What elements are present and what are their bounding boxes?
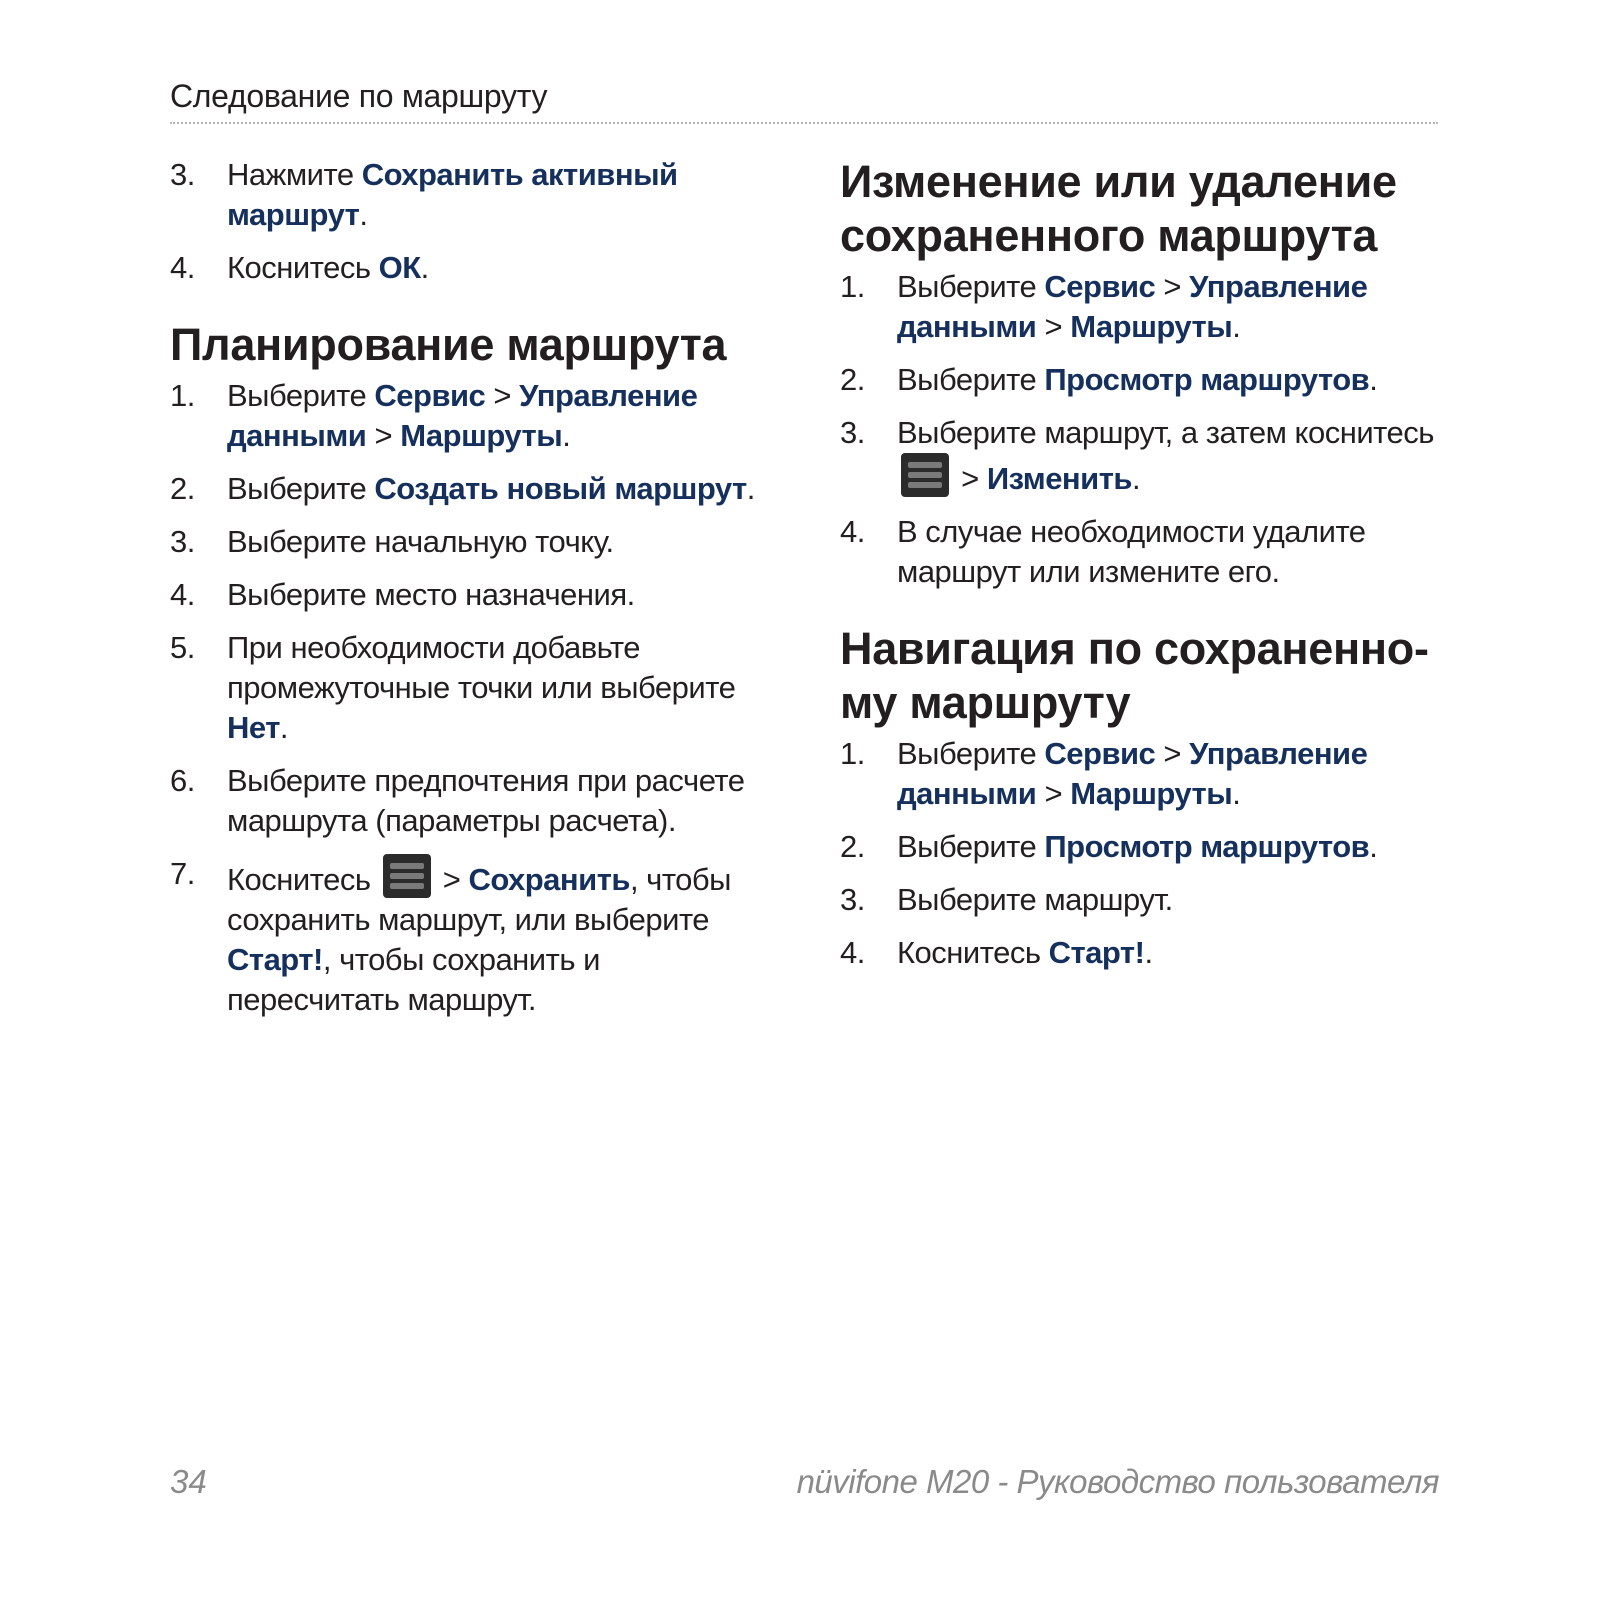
step-number: 1. bbox=[840, 269, 865, 304]
step-text: Выберите bbox=[897, 736, 1045, 771]
step-text: . bbox=[1131, 461, 1141, 496]
step-separator: > bbox=[1036, 776, 1071, 811]
step-text: Коснитесь bbox=[227, 862, 379, 897]
step-number: 6. bbox=[170, 763, 195, 798]
running-header: Следование по маршруту bbox=[170, 78, 548, 114]
step-keyword: Изменить bbox=[986, 461, 1132, 496]
step-number: 1. bbox=[170, 378, 195, 413]
page-number: 34 bbox=[170, 1463, 207, 1500]
list-item bbox=[170, 761, 770, 841]
step-text: Выберите место назначения. bbox=[227, 577, 635, 612]
header-dotted-rule bbox=[170, 122, 1438, 124]
step-text: Выберите bbox=[897, 269, 1045, 304]
step-keyword: Просмотр маршрутов bbox=[1044, 829, 1370, 864]
list-item bbox=[840, 734, 1450, 814]
step-text: Выберите маршрут. bbox=[897, 882, 1173, 917]
step-keyword: Маршруты bbox=[1070, 309, 1233, 344]
right-column bbox=[840, 155, 1450, 986]
list-item bbox=[840, 413, 1450, 499]
list-item bbox=[840, 880, 1450, 920]
step-number: 5. bbox=[170, 630, 195, 665]
step-keyword: Сохранить активный маршрут bbox=[227, 157, 678, 232]
step-keyword: Управление данными bbox=[897, 269, 1368, 344]
list-item bbox=[840, 827, 1450, 867]
step-text: Выберите bbox=[227, 471, 375, 506]
step-keyword: Старт! bbox=[227, 942, 323, 977]
step-number: 2. bbox=[840, 362, 865, 397]
step-separator: > bbox=[485, 378, 520, 413]
step-separator: > bbox=[953, 461, 987, 496]
step-number: 2. bbox=[840, 829, 865, 864]
step-text: Нажмите bbox=[227, 157, 362, 192]
step-separator: > bbox=[434, 862, 469, 897]
step-text: Выберите предпочтения при расчете маршрута (параметры расчета). bbox=[227, 763, 745, 838]
step-keyword: ОК bbox=[378, 250, 421, 285]
step-keyword: Сервис bbox=[1044, 269, 1156, 304]
step-keyword: Старт! bbox=[1048, 935, 1145, 970]
step-keyword: Нет bbox=[227, 710, 280, 745]
step-text: При необходимости добавьте промежуточные точки или выберите bbox=[227, 630, 736, 705]
step-number: 1. bbox=[840, 736, 865, 771]
step-number: 3. bbox=[170, 524, 195, 559]
list-item bbox=[840, 360, 1450, 400]
step-separator: > bbox=[1155, 269, 1190, 304]
planning-steps-list bbox=[170, 376, 770, 1020]
step-keyword: Маршруты bbox=[1070, 776, 1233, 811]
list-item bbox=[170, 376, 770, 456]
step-keyword: Просмотр маршрутов bbox=[1044, 362, 1370, 397]
step-text: . bbox=[1232, 309, 1241, 344]
left-column bbox=[170, 155, 770, 1033]
step-number: 2. bbox=[170, 471, 195, 506]
step-text: В случае необходимости удалите маршрут или измените его. bbox=[897, 514, 1366, 589]
step-number: 4. bbox=[840, 514, 865, 549]
step-text: Выберите маршрут, а затем коснитесь bbox=[897, 415, 1434, 450]
step-separator: > bbox=[1155, 736, 1190, 771]
step-text: Выберите bbox=[897, 362, 1045, 397]
section-title-navigate: Навигация по сохраненно-му маршруту bbox=[840, 623, 1429, 728]
step-text: . bbox=[1144, 935, 1153, 970]
list-item bbox=[170, 854, 770, 1020]
step-number: 4. bbox=[170, 577, 195, 612]
step-text: . bbox=[562, 418, 571, 453]
step-separator: > bbox=[1036, 309, 1071, 344]
list-item bbox=[170, 248, 770, 288]
list-item bbox=[840, 933, 1450, 973]
step-keyword: Сервис bbox=[374, 378, 486, 413]
step-text: Коснитесь bbox=[897, 935, 1049, 970]
step-text: Выберите bbox=[227, 378, 375, 413]
continued-steps-list bbox=[170, 155, 770, 288]
step-number: 3. bbox=[170, 157, 195, 192]
footer-doc-title: nüvifone M20 - Руководство пользователя bbox=[796, 1463, 1439, 1500]
step-text: Коснитесь bbox=[227, 250, 379, 285]
menu-icon bbox=[901, 453, 949, 497]
step-number: 7. bbox=[170, 856, 195, 891]
list-item bbox=[170, 628, 770, 748]
step-keyword: Создать новый маршрут bbox=[374, 471, 747, 506]
step-number: 4. bbox=[840, 935, 865, 970]
list-item bbox=[170, 155, 770, 235]
step-number: 3. bbox=[840, 415, 865, 450]
list-item bbox=[170, 575, 770, 615]
step-text: . bbox=[1369, 829, 1378, 864]
step-text: . bbox=[1232, 776, 1241, 811]
section-title-planning: Планирование маршрута bbox=[170, 319, 727, 370]
menu-icon bbox=[383, 854, 431, 898]
step-keyword: Управление данными bbox=[227, 378, 698, 453]
step-keyword: Сохранить bbox=[468, 862, 630, 897]
list-item bbox=[840, 512, 1450, 592]
section-title-edit: Изменение или удаление сохраненного маршрута bbox=[840, 156, 1397, 261]
edit-steps-list bbox=[840, 267, 1450, 592]
step-text: , чтобы сохранить и пересчитать маршрут. bbox=[227, 942, 600, 1017]
list-item bbox=[170, 469, 770, 509]
navigate-steps-list bbox=[840, 734, 1450, 973]
step-keyword: Сервис bbox=[1044, 736, 1156, 771]
step-keyword: Управление данными bbox=[897, 736, 1368, 811]
list-item bbox=[840, 267, 1450, 347]
step-text: , чтобы сохранить маршрут, или выберите bbox=[227, 862, 731, 937]
step-text: Выберите bbox=[897, 829, 1045, 864]
step-keyword: Маршруты bbox=[400, 418, 563, 453]
step-text: . bbox=[279, 710, 289, 745]
step-text: . bbox=[420, 250, 429, 285]
list-item bbox=[170, 522, 770, 562]
step-text: Выберите начальную точку. bbox=[227, 524, 614, 559]
step-separator: > bbox=[366, 418, 401, 453]
step-text: . bbox=[746, 471, 755, 506]
step-text: . bbox=[359, 197, 368, 232]
step-number: 4. bbox=[170, 250, 195, 285]
step-text: . bbox=[1369, 362, 1378, 397]
step-number: 3. bbox=[840, 882, 865, 917]
